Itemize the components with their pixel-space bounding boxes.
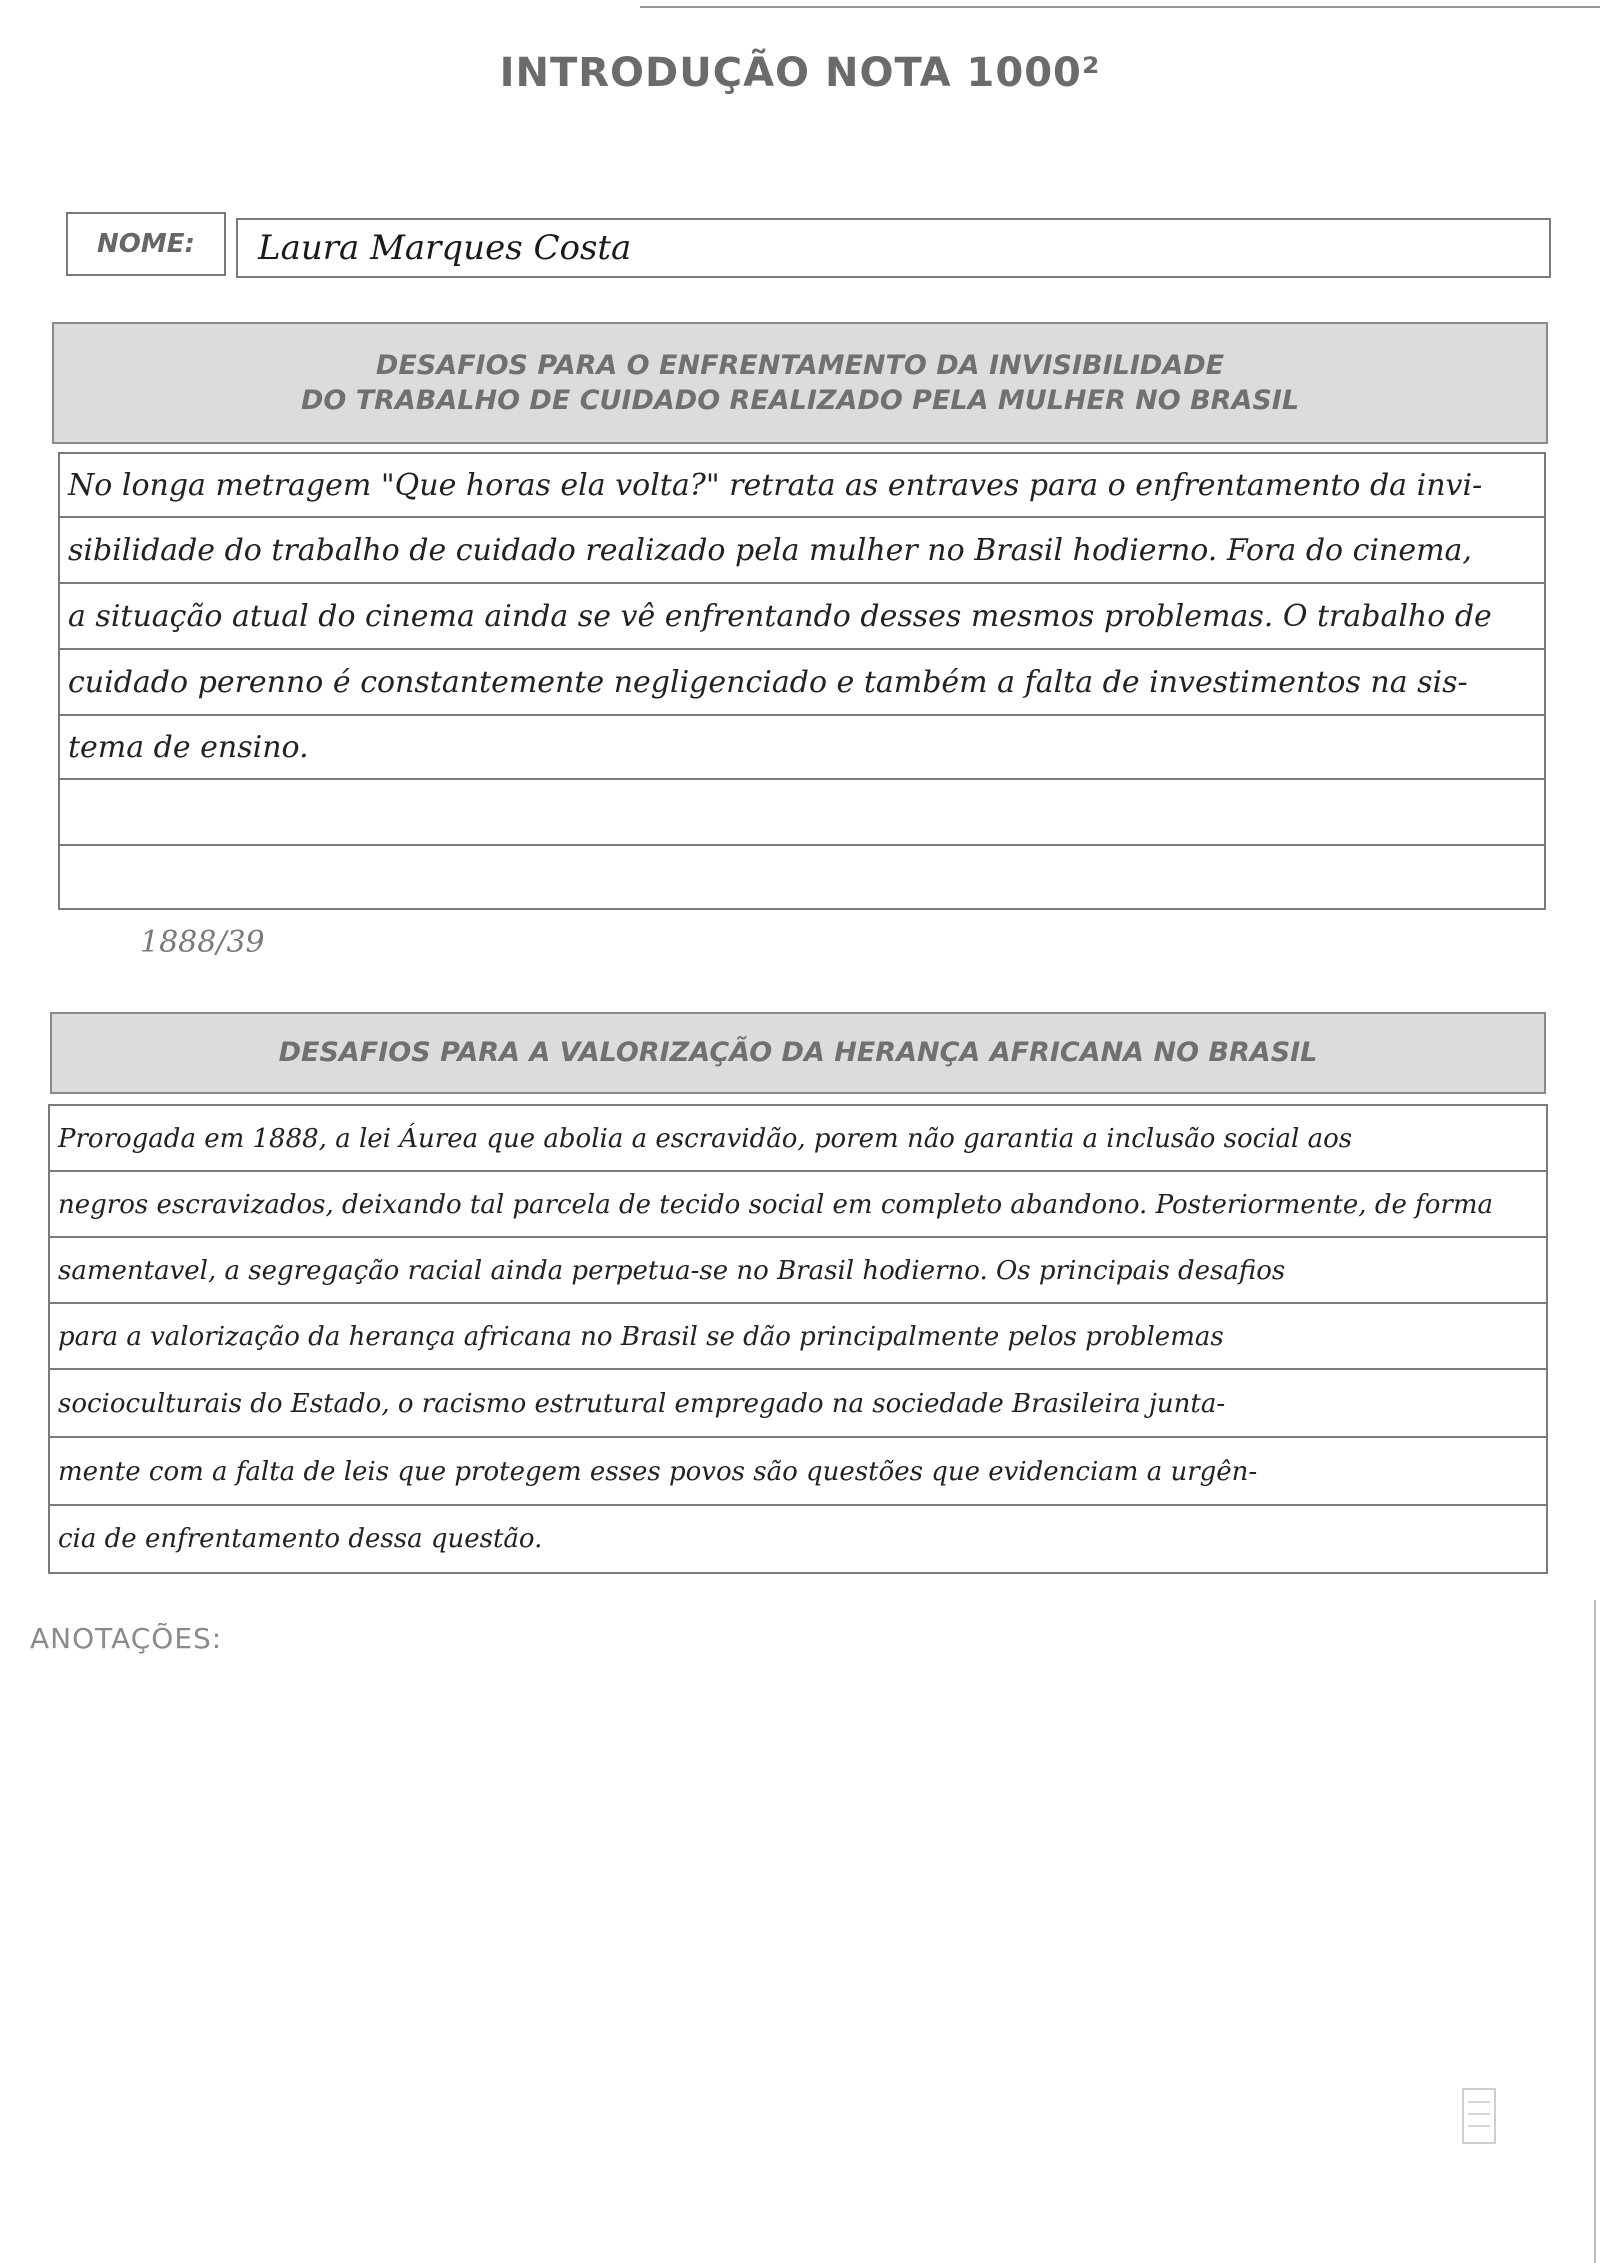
section1-line: tema de ensino. — [60, 716, 1544, 780]
section1-line: sibilidade do trabalho de cuidado realizado pela mulher no Brasil hodierno. Fora do cinema, — [60, 518, 1544, 584]
section1-header — [52, 322, 1548, 444]
name-label: NOME: — [66, 212, 226, 276]
section2-line: Prorogada em 1888, a lei Áurea que abolia a escravidão, porem não garantia a inclusão social aos — [50, 1106, 1546, 1172]
section2-header-text: DESAFIOS PARA A VALORIZAÇÃO DA HERANÇA AFRICANA NO BRASIL — [278, 1037, 1318, 1069]
section1-line — [60, 846, 1544, 908]
section2-line: negros escravizados, deixando tal parcela de tecido social em completo abandono. Posteriormente, de forma — [50, 1172, 1546, 1238]
name-value: Laura Marques Costa — [258, 228, 632, 268]
section1-line: a situação atual do cinema ainda se vê enfrentando desses mesmos problemas. O trabalho de — [60, 584, 1544, 650]
section1-line — [60, 780, 1544, 846]
section1-header-line1: DESAFIOS PARA O ENFRENTAMENTO DA INVISIBILIDADE — [375, 349, 1225, 381]
top-rule — [640, 6, 1600, 8]
section2-line: para a valorização da herança africana no Brasil se dão principalmente pelos problemas — [50, 1304, 1546, 1370]
section1-line: cuidado perenno é constantemente negligenciado e também a falta de investimentos na sis- — [60, 650, 1544, 716]
section1-line: No longa metragem "Que horas ela volta?" retrata as entraves para o enfrentamento da invi- — [60, 454, 1544, 518]
section1-answer-area[interactable] — [58, 452, 1546, 910]
section2-line: samentavel, a segregação racial ainda perpetua-se no Brasil hodierno. Os principais desafios — [50, 1238, 1546, 1304]
page-title: INTRODUÇÃO NOTA 1000² — [499, 50, 1101, 96]
name-row — [66, 212, 1551, 278]
name-field[interactable] — [236, 218, 1551, 278]
section2-header — [50, 1012, 1546, 1094]
page-edge-divider — [1594, 1600, 1596, 2263]
section2-answer-area[interactable] — [48, 1104, 1548, 1574]
scanner-mark-icon — [1462, 2088, 1496, 2144]
section2-line: socioculturais do Estado, o racismo estrutural empregado na sociedade Brasileira junta- — [50, 1370, 1546, 1438]
section2-line: mente com a falta de leis que protegem esses povos são questões que evidenciam a urgên- — [50, 1438, 1546, 1506]
margin-note: 1888/39 — [140, 925, 265, 960]
section1-header-line2: DO TRABALHO DE CUIDADO REALIZADO PELA MULHER NO BRASIL — [300, 385, 1300, 416]
notes-label: ANOTAÇÕES: — [30, 1622, 223, 1655]
section2-line: cia de enfrentamento dessa questão. — [58, 1524, 543, 1554]
